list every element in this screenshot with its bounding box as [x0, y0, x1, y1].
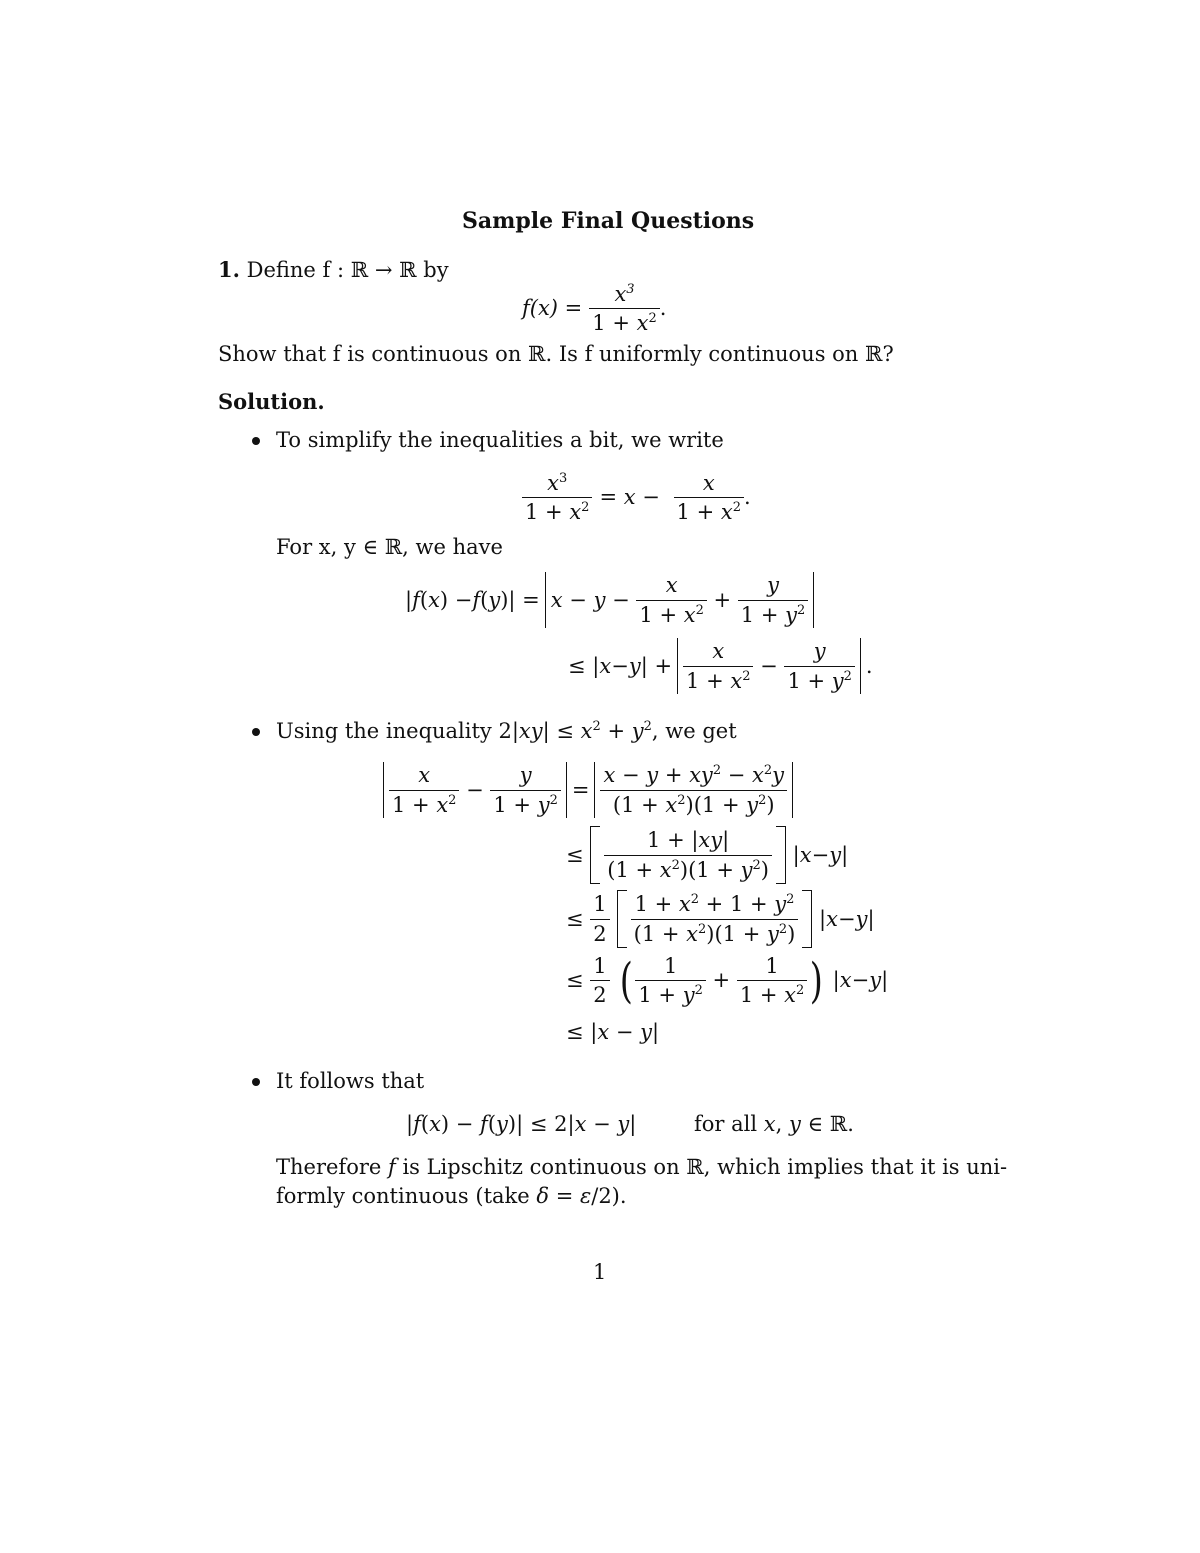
page-title: Sample Final Questions: [462, 208, 755, 234]
definition-equation: [522, 283, 666, 334]
bullet-1-text: To simplify the inequalities a bit, we write: [276, 428, 724, 452]
definition-lhs: f(x) =: [522, 296, 583, 321]
bullet-3: [252, 1078, 260, 1086]
problem-intro: [218, 259, 449, 281]
bullet-2: [252, 728, 260, 736]
lipschitz-qualifier: for all x, y ∈ ℝ.: [694, 1112, 854, 1136]
bullet-1: [252, 437, 260, 445]
simplify-equation: $\frac{x^3}{1 + x^2}$ = x − $\frac{x}{1 + x^2}$ .: [522, 472, 751, 523]
diff-equation-line1: | f ( x ) − f ( y )| = x − y − $\frac{x}{1 + x^2}$ + $\frac{y}{1 + y^2}$: [405, 572, 819, 628]
lipschitz-equation: |f(x) − f(y)| ≤ 2|x − y|: [406, 1112, 637, 1136]
solution-heading: Solution.: [218, 389, 325, 414]
bound-line5: ≤ |x − y|: [566, 1020, 660, 1044]
definition-fraction: $\frac{x^3}{1 + x^2}$: [589, 283, 659, 334]
bullet-2-text: Using the inequality $2|xy| \le x^2 + y^2$, we get: [276, 719, 737, 743]
diff-equation-line2: ≤ | x − y | + $\frac{x}{1 + x^2}$ − $\frac{y}{1 + y^2}$ .: [568, 639, 873, 693]
problem-question: Show that f is continuous on ℝ. Is f uniformly continuous on ℝ?: [218, 342, 894, 366]
bound-line3: ≤ $\frac{1}{2}$ $\frac{1 + x^2 + 1 + y^2}{(1 + x^2)(1 + y^2)}$ | x − y |: [566, 890, 875, 948]
conclusion-line-2: formly continuous (take δ = ε/2).: [276, 1184, 627, 1208]
problem-number: 1.: [218, 257, 240, 282]
definition-tail: .: [659, 296, 667, 321]
bullet-3-text: It follows that: [276, 1069, 425, 1093]
bound-line4: ≤ $\frac{1}{2}$ ( $\frac{1}{1 + y^2}$ + $\frac{1}{1 + x^2}$ ) | x − y |: [566, 952, 889, 1009]
page-number: 1: [593, 1260, 607, 1284]
problem-intro-text: Define f : ℝ → ℝ by: [246, 258, 449, 282]
conclusion-line-1: Therefore f is Lipschitz continuous on ℝ, which implies that it is uni-: [276, 1155, 1008, 1179]
bound-line2: ≤ $\frac{1 + |xy|}{(1 + x^2)(1 + y^2)}$ | x − y |: [566, 826, 848, 884]
bound-line1: $\frac{x}{1 + x^2}$ − $\frac{y}{1 + y^2}$ = $\frac{x - y + xy^2 - x^2y}{(1 + x^2)(1 + y^2)}$: [378, 762, 798, 818]
for-text: For x, y ∈ ℝ, we have: [276, 535, 503, 559]
